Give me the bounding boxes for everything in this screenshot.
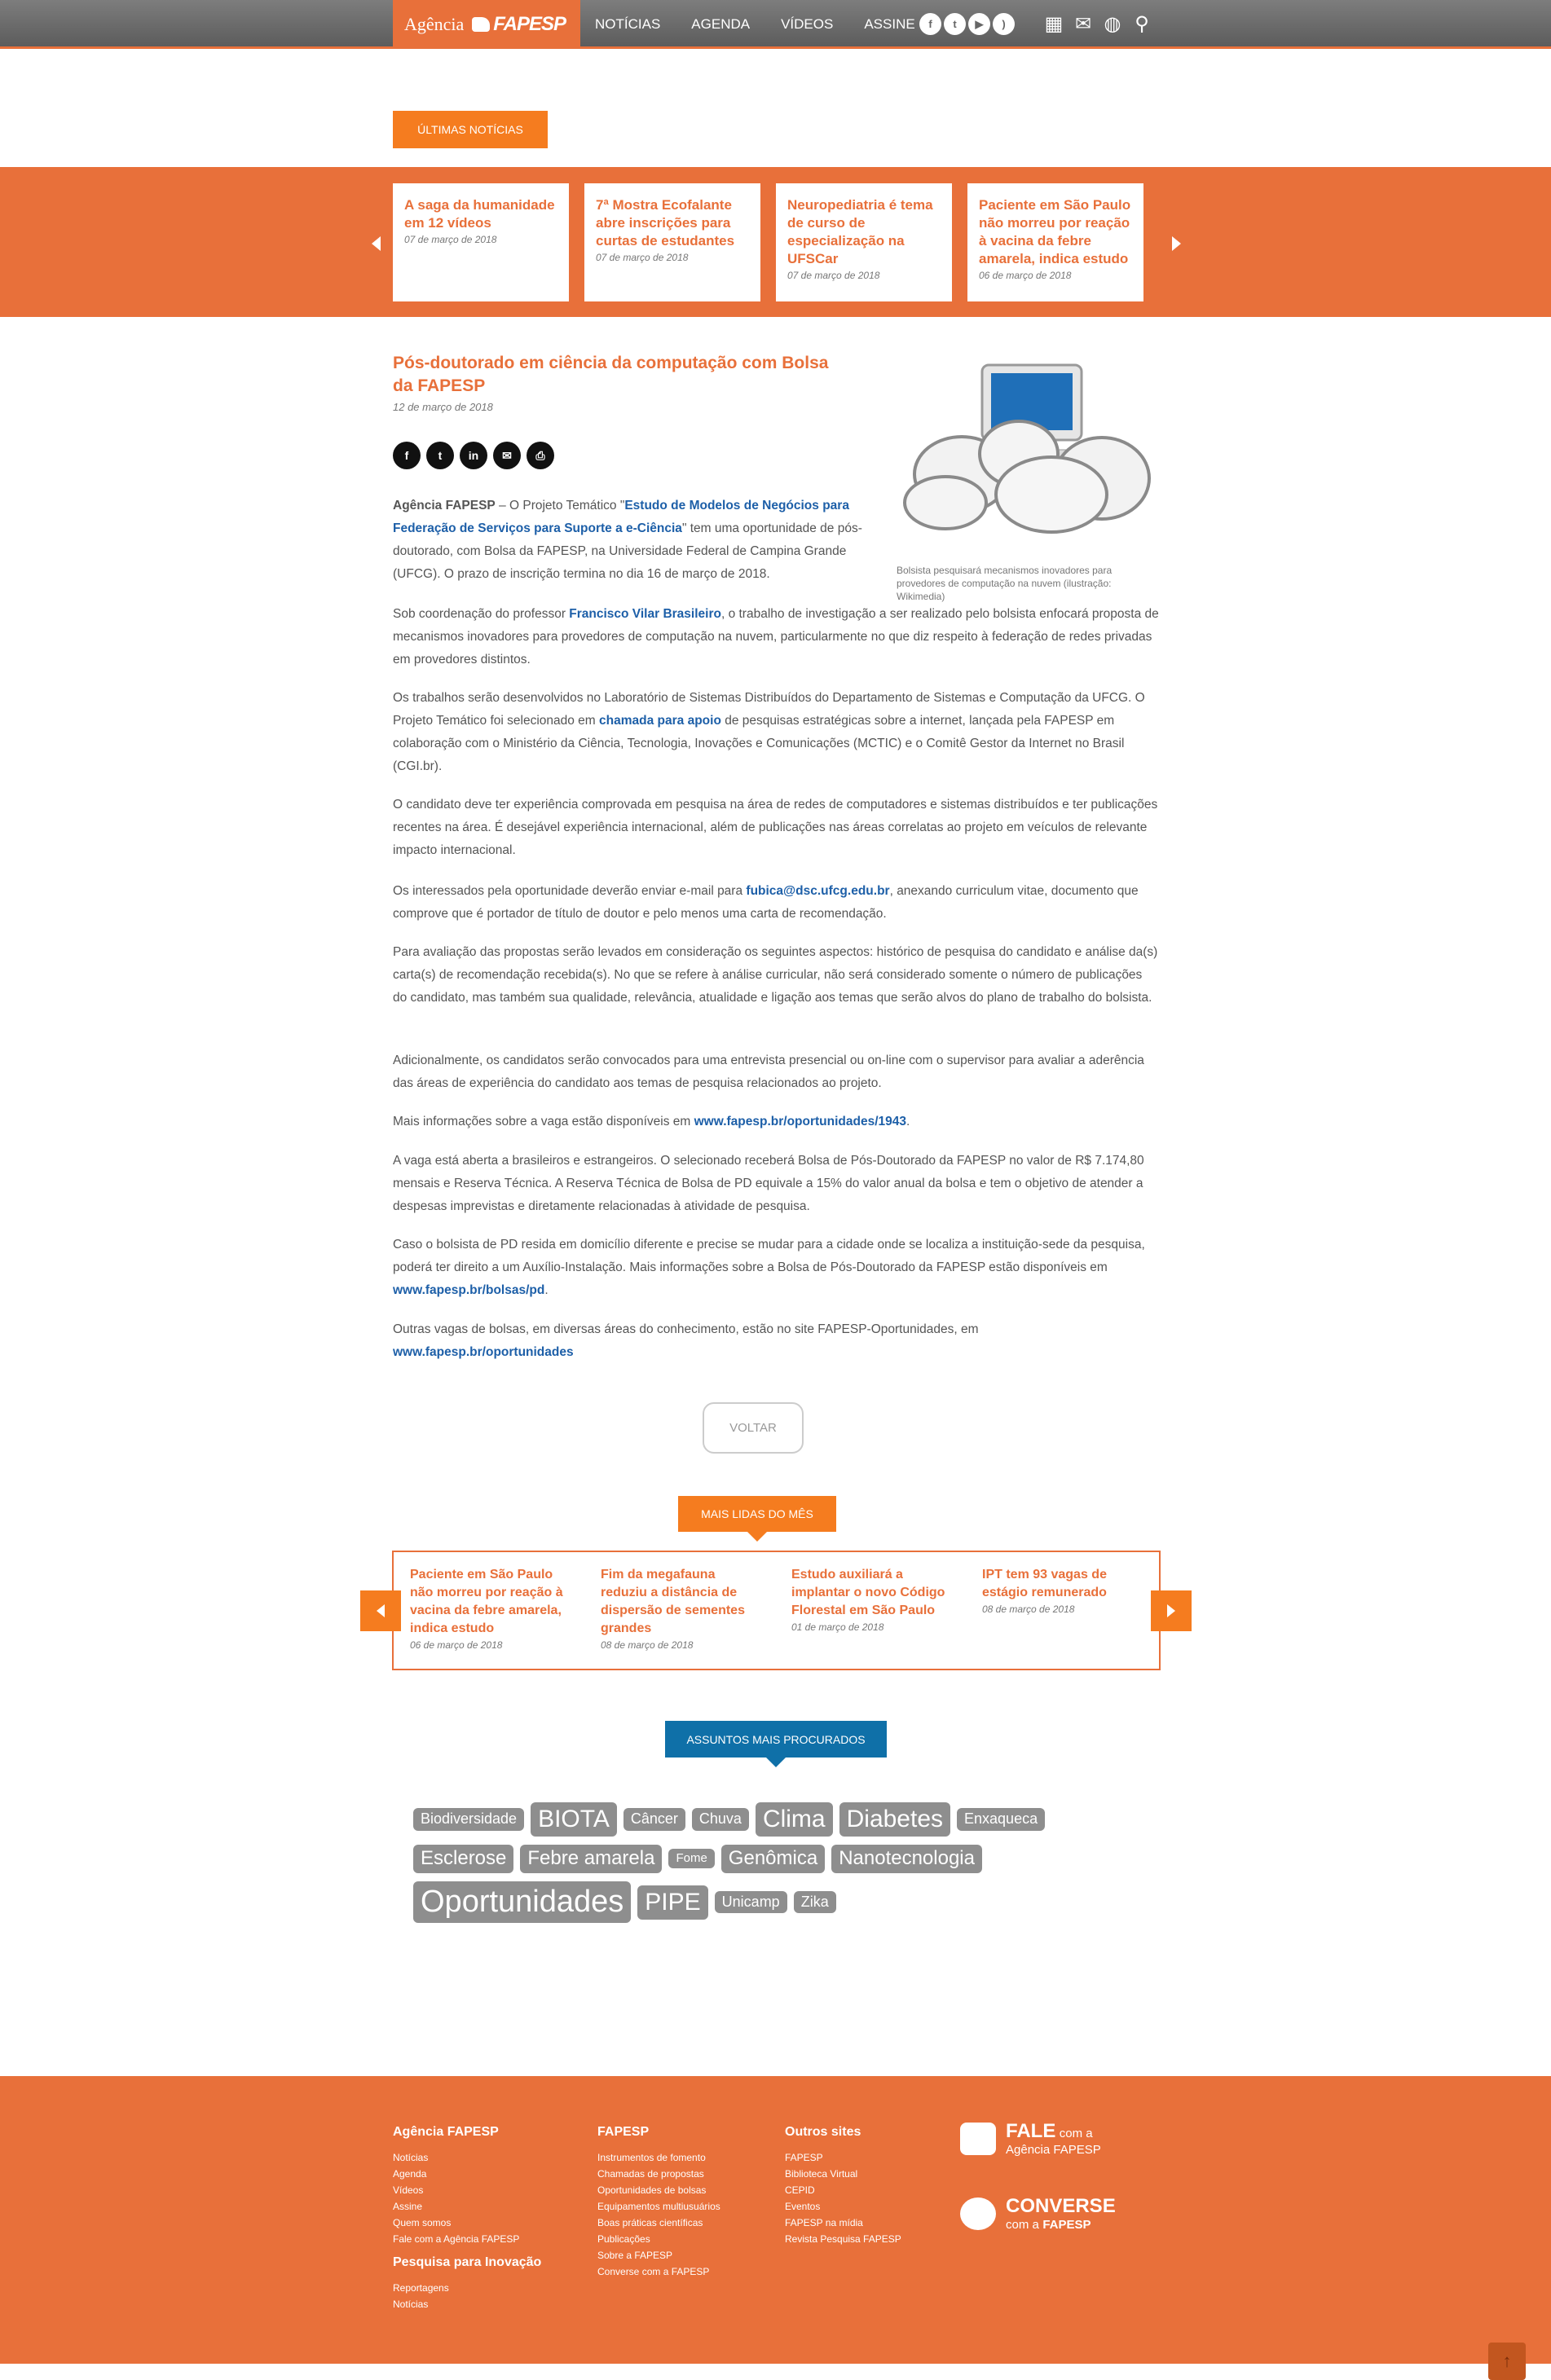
main-nav [595,0,946,49]
footer-heading: Agência FAPESP [393,2125,499,2139]
search-icon[interactable]: ⚲ [1135,12,1149,35]
topics-label-text: ASSUNTOS MAIS PROCURADOS [686,1732,866,1746]
fale-title: FALE [1006,2120,1056,2142]
topic-tag[interactable]: Enxaqueca [957,1808,1045,1831]
paragraph-text: . [544,1283,549,1297]
card-date: 06 de março de 2018 [979,270,1072,281]
footer-link[interactable]: Vídeos [393,2184,424,2196]
back-to-top-button[interactable]: ↑ [1488,2343,1526,2380]
footer-link[interactable]: CEPID [785,2184,815,2196]
cloud-computer-illustration [897,352,1159,548]
nav-assine[interactable]: ASSINE [864,16,915,32]
chat-bubbles-icon [960,2197,996,2230]
paragraph-text: Outras vagas de bolsas, em diversas áreas do conhecimento, estão no site FAPESP-Oportunidades, em [393,1322,979,1336]
topic-tag[interactable]: Esclerose [413,1845,513,1873]
fale-com-agencia-link[interactable] [960,2120,1101,2157]
calendar-icon[interactable]: ▦ [1044,12,1064,35]
header-tools [1042,11,1159,36]
most-read-label [678,1496,836,1532]
footer-link[interactable]: FAPESP [785,2152,823,2163]
facebook-icon[interactable]: f [393,442,421,469]
most-read-prev-button[interactable] [360,1590,401,1631]
converse-title: CONVERSE [1006,2195,1116,2217]
print-icon[interactable]: ⎙ [527,442,554,469]
topic-tag[interactable]: Febre amarela [520,1845,662,1873]
footer-column-fapesp [597,2125,720,2280]
footer-link[interactable]: Publicações [597,2233,650,2245]
footer-link[interactable]: FAPESP na mídia [785,2217,863,2228]
article-paragraph [393,880,1159,926]
card-date: 07 de março de 2018 [787,270,880,281]
most-read-date: 08 de março de 2018 [982,1604,1075,1615]
most-read-title[interactable]: Paciente em São Paulo não morreu por reação à vacina da febre amarela, indica estudo [410,1568,563,1635]
article-paragraph [393,687,1159,778]
article-paragraph [393,1111,1159,1133]
paragraph-text: Mais informações sobre a vaga estão disponíveis em [393,1115,694,1128]
paragraph-text: – O Projeto Temático " [495,499,625,513]
mail-icon[interactable]: ✉ [1074,12,1092,35]
paragraph-text: Caso o bolsista de PD resida em domicílio diferente e precise se mudar para a cidade onde se localiza a instituição-sede da pesquisa, poderá ter direito a um Auxílio-Instalação. Mais informações sobre a Bolsa de Pós-Doutorado da FAPESP estão disponíveis em [393,1238,1145,1274]
footer-heading: Pesquisa para Inovação [393,2255,542,2269]
latest-news-card[interactable] [967,183,1143,301]
topic-tag-cloud [413,1802,1130,1931]
footer-link[interactable]: Notícias [393,2152,429,2163]
latest-next-arrow[interactable] [1172,236,1181,251]
article-paragraph: O candidato deve ter experiência comprovada em pesquisa na área de redes de computadores e sistemas distribuídos e ter publicações recentes na área. É desejável experiência internacional, além de publicações nas áreas correlatas ao projeto em veículos de relevante impacto internacional. [393,798,1158,857]
article-paragraph: Adicionalmente, os candidatos serão convocados para uma entrevista presencial ou on-line com o supervisor para avaliar a aderência das áreas de experiência do candidato aos temas de pesquisa relacionados ao projeto. [393,1054,1144,1090]
footer-column-agencia [393,2125,541,2312]
topics-label [665,1721,887,1758]
most-read-date: 06 de março de 2018 [410,1639,503,1651]
site-footer [0,2076,1551,2364]
footer-link[interactable]: Assine [393,2201,423,2212]
card-date: 07 de março de 2018 [404,234,497,245]
footer-link[interactable]: Eventos [785,2201,821,2212]
converse-subtitle: FAPESP [1042,2218,1091,2232]
fale-subtitle: com a [1059,2127,1093,2140]
email-link[interactable]: fubica@dsc.ufcg.edu.br [746,884,890,898]
paragraph-text: Os trabalhos serão desenvolvidos no Laboratório de Sistemas Distribuídos do Departamento de Sistemas e Computação da UFCG. O Projeto Temático foi selecionado em [393,691,1145,728]
twitter-icon[interactable]: t [944,13,966,35]
topic-tag[interactable]: PIPE [637,1885,707,1920]
article-date: 12 de março de 2018 [393,401,493,413]
paragraph-text: de pesquisas estratégicas sobre a internet, lançada pela FAPESP em colaboração com o Ministério da Ciência, Tecnologia, Inovações e Comunicações (MCTIC) e o Comitê Gestor da Internet no Brasil (CGI.br). [393,714,1125,773]
article-paragraph [393,603,1159,671]
nav-agenda[interactable]: AGENDA [691,16,751,32]
latest-prev-arrow[interactable] [372,236,381,251]
footer-link[interactable]: Reportagens [393,2282,449,2294]
paragraph-text: . [906,1115,910,1128]
latest-news-card[interactable] [584,183,760,301]
most-read-title[interactable]: Fim da megafauna reduziu a distância de dispersão de sementes grandes [601,1568,745,1635]
label-notch [766,1758,786,1767]
topic-tag[interactable]: Fome [668,1849,714,1868]
converse-link[interactable] [960,2195,1116,2233]
mail-icon [960,2123,996,2155]
paragraph-text: , anexando curriculum vitae, documento que comprove que é portador de título de doutor e pelo menos uma carta de recomendação. [393,884,1139,921]
article-title: Pós-doutorado em ciência da computação com Bolsa da FAPESP [393,354,829,395]
card-title[interactable]: Neuropediatria é tema de curso de especialização na UFSCar [787,197,933,266]
footer-link[interactable]: Agenda [393,2168,427,2180]
youtube-icon[interactable]: ▶ [968,13,990,35]
most-read-label-text: MAIS LIDAS DO MÊS [701,1507,813,1520]
article-paragraph [393,1318,1159,1364]
footer-column-outros [785,2125,901,2247]
converse-subtitle: com a [1006,2218,1039,2232]
article-paragraph [393,495,882,586]
footer-link[interactable]: Notícias [393,2299,429,2310]
nav-videos[interactable]: VÍDEOS [781,16,834,32]
card-date: 07 de março de 2018 [596,252,689,263]
paragraph-text: Os interessados pela oportunidade deverão enviar e-mail para [393,884,747,898]
oportunidades-1943-link[interactable]: www.fapesp.br/oportunidades/1943 [694,1115,907,1128]
footer-link[interactable]: Quem somos [393,2217,452,2228]
article-paragraph: Para avaliação das propostas serão levados em consideração os seguintes aspectos: histórico de pesquisa do candidato e análise da(s) carta(s) de recomendação recebida(s). No que se refere à análise curricular, não será considerado somente o número de publicações do candidato, mas também sua qualidade, relevância, atualidade e ligação aos temas que serão alvos do plano de trabalho do bolsista. [393,945,1158,1005]
most-read-date: 01 de março de 2018 [791,1621,884,1633]
rss-icon[interactable]: ) [993,13,1015,35]
latest-news-label-text: ÚLTIMAS NOTÍCIAS [417,123,523,136]
arrow-right-icon [1167,1604,1175,1617]
fale-subtitle: Agência FAPESP [1006,2143,1101,2157]
most-read-title[interactable]: IPT tem 93 vagas de estágio remunerado [982,1568,1107,1599]
latest-news-card[interactable] [776,183,952,301]
most-read-item[interactable] [410,1566,565,1651]
chamada-link[interactable]: chamada para apoio [599,714,721,728]
footer-link[interactable]: Instrumentos de fomento [597,2152,706,2163]
most-read-item[interactable] [982,1566,1137,1615]
topic-tag[interactable]: Genômica [721,1845,825,1873]
card-title[interactable]: 7ª Mostra Ecofalante abre inscrições para curtas de estudantes [596,197,735,249]
top-navigation-bar [0,0,1551,49]
card-title[interactable]: A saga da humanidade em 12 vídeos [404,197,555,231]
footer-link[interactable]: Oportunidades de bolsas [597,2184,707,2196]
twitter-icon[interactable]: t [426,442,454,469]
social-links [919,13,1017,35]
logo-agencia-text: Agência [404,14,465,34]
topic-tag[interactable]: Clima [756,1802,833,1837]
topic-tag[interactable]: Biodiversidade [413,1808,524,1831]
speech-bubble-icon [472,17,490,32]
card-title[interactable]: Paciente em São Paulo não morreu por reação à vacina da febre amarela, indica estudo [979,197,1131,266]
latest-news-label [393,111,548,148]
footer-link[interactable]: Fale com a Agência FAPESP [393,2233,520,2245]
most-read-item[interactable] [791,1566,946,1633]
topic-tag[interactable]: Oportunidades [413,1881,631,1924]
paragraph-text: Sob coordenação do professor [393,607,570,621]
latest-news-card[interactable] [393,183,569,301]
topic-tag[interactable]: Chuva [692,1808,749,1831]
most-read-next-button[interactable] [1151,1590,1192,1631]
facebook-icon[interactable]: f [919,13,941,35]
share-buttons [393,442,560,469]
linkedin-icon[interactable]: in [460,442,487,469]
project-link[interactable]: Estudo de Modelos de Negócios para Federação de Serviços para Suporte a e-Ciência [393,499,849,535]
topic-tag[interactable]: Nanotecnologia [831,1845,982,1873]
globe-icon[interactable]: ◍ [1104,12,1121,35]
logo-fapesp-text: FAPESP [493,13,566,35]
image-caption: Bolsista pesquisará mecanismos inovadores para provedores de computação na nuvem (ilustração: Wikimedia) [897,565,1113,602]
paragraph-text: , o trabalho de investigação a ser realizado pelo bolsista enfocará proposta de mecanismos inovadores para provedores de computação na nuvem, particularmente no que diz respeito à federação de redes privadas em provedores distintos. [393,607,1159,666]
most-read-date: 08 de março de 2018 [601,1639,694,1651]
topic-tag[interactable]: Zika [794,1891,836,1914]
agencia-fapesp-logo[interactable] [393,0,580,49]
article-paragraph: A vaga está aberta a brasileiros e estrangeiros. O selecionado receberá Bolsa de Pós-Doutorado da FAPESP no valor de R$ 7.174,80 mensais e Reserva Técnica. A Reserva Técnica de Bolsa de PD equivale a 15% do valor anual da bolsa e tem o objetivo de atender a despesas imprevistas e diretamente relacionadas à atividade de pesquisa. [393,1154,1144,1213]
footer-link[interactable]: Biblioteca Virtual [785,2168,858,2180]
back-button[interactable]: VOLTAR [703,1402,804,1454]
professor-link[interactable]: Francisco Vilar Brasileiro [569,607,721,621]
topic-tag[interactable]: Unicamp [715,1891,787,1914]
bolsas-pd-link[interactable]: www.fapesp.br/bolsas/pd [393,1283,545,1297]
article-paragraph [393,1234,1159,1302]
footer-link[interactable]: Revista Pesquisa FAPESP [785,2233,901,2245]
footer-link[interactable]: Sobre a FAPESP [597,2250,673,2261]
topic-tag[interactable]: Diabetes [839,1802,950,1837]
nav-noticias[interactable]: NOTÍCIAS [595,16,661,32]
topic-tag[interactable]: BIOTA [531,1802,617,1837]
most-read-title[interactable]: Estudo auxiliará a implantar o novo Código Florestal em São Paulo [791,1568,945,1617]
topic-tag[interactable]: Câncer [623,1808,685,1831]
footer-link[interactable]: Boas práticas científicas [597,2217,703,2228]
footer-heading: Outros sites [785,2125,861,2139]
arrow-left-icon [377,1604,385,1617]
paragraph-text: " tem uma oportunidade de pós-doutorado, com Bolsa da FAPESP, na Universidade Federal de Campina Grande (UFCG). O prazo de inscrição termina no dia 16 de março de 2018. [393,521,862,581]
paragraph-lead: Agência FAPESP [393,499,496,513]
footer-link[interactable]: Converse com a FAPESP [597,2266,710,2277]
oportunidades-link[interactable]: www.fapesp.br/oportunidades [393,1345,574,1359]
footer-link[interactable]: Equipamentos multiusuários [597,2201,720,2212]
label-notch [747,1532,767,1542]
most-read-item[interactable] [601,1566,756,1651]
footer-link[interactable]: Chamadas de propostas [597,2168,704,2180]
email-icon[interactable]: ✉ [493,442,521,469]
footer-heading: FAPESP [597,2125,650,2139]
